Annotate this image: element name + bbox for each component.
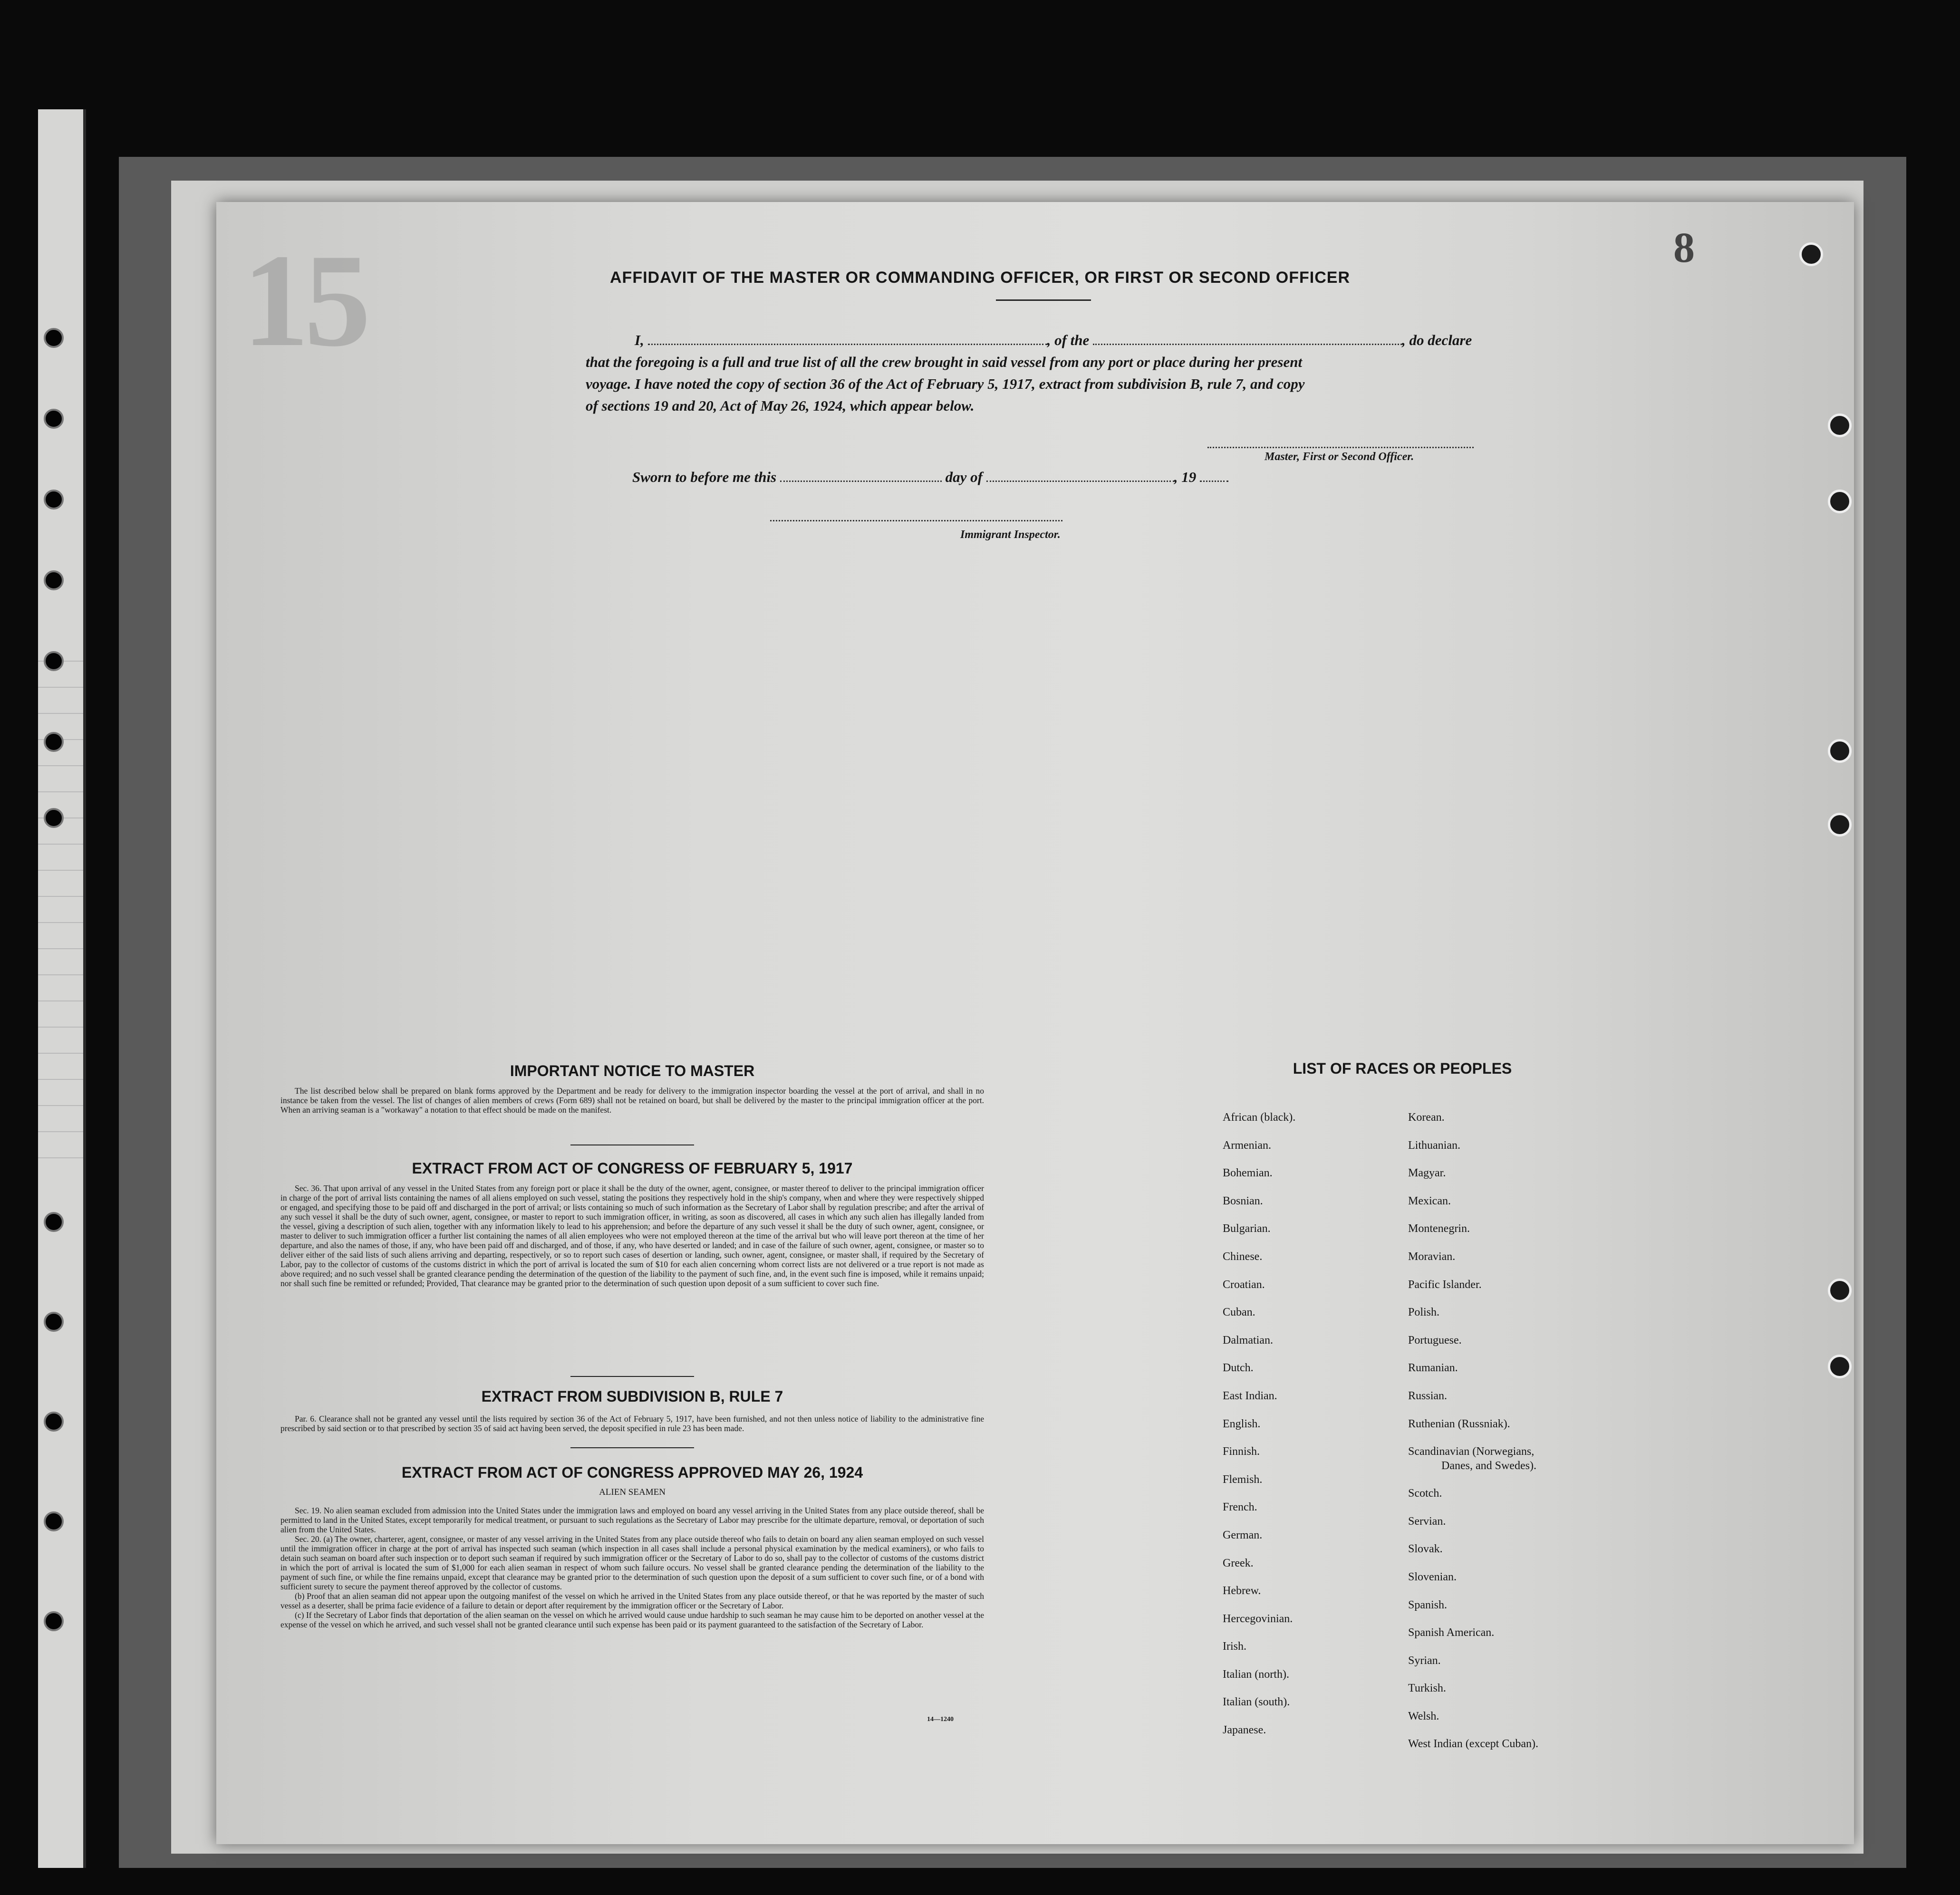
sheet-number-mark: 15 <box>242 226 366 374</box>
binder-ring <box>44 490 64 510</box>
extract-1917-rule <box>570 1376 694 1377</box>
race-item: Italian (south). <box>1223 1696 1290 1709</box>
binder-ring <box>44 1312 64 1332</box>
sec-20a-paragraph: Sec. 20. (a) The owner, charterer, agent, consignee, or master of any vessel arriving in the United States from any place outside thereof who fails to detain on board any alien seaman employed on such vessel until the immigration officer in charge at the port of arrival has inspected such seaman (which inspection in all cases shall include a personal physical examination by the medical examiners), or who fails to detain such seaman on board after such inspection or to deport such seaman if required by such immigration officer or the Secretary of Labor to do so, shall pay to the collector of customs of the customs district in which the port of arrival is located the sum of $1,000 for each alien seaman in respect of whom such failure occurs. No vessel shall be granted clearance pending the determination of the liability to the payment of such fine, or while the fine remains unpaid, except that clearance may be granted prior to the determination of such question upon the deposit of a sum sufficient to cover such fine, or of a bond with sufficient surety to secure the payment thereof approved by the collector of customs. <box>280 1534 984 1591</box>
binder-ring <box>44 1412 64 1432</box>
race-item: English. <box>1223 1417 1261 1430</box>
sworn-year-blank <box>1200 470 1228 482</box>
binder-ring <box>44 732 64 752</box>
affidavit-line-1 <box>635 332 1472 349</box>
race-item: Magyar. <box>1408 1167 1446 1180</box>
extract-1917-paragraph: Sec. 36. That upon arrival of any vessel in the United States from any foreign port or place it shall be the duty of the owner, agent, consignee, or master thereof to deliver to the principal immigration officer in charge of the port of arrival lists containing the names of all aliens employed on such vessel, stating the positions they respectively hold in the ship's company, when and where they were respectively shipped or engaged, and specifying those to be paid off and discharged in the port of arrival; or lists containing so much of such information as the Secretary of Labor shall by regulation prescribe; and after the arrival of any such vessel it shall be the duty of such owner, agent, consignee, or master to report to such immigration officer, in writing, as soon as discovered, all cases in which any such alien has illegally landed from the vessel, giving a description of such alien, together with any information likely to lead to his apprehension; and before the departure of any such vessel it shall be the duty of such owner, agent, consignee, or master to deliver to such immigration officer a further list containing the names of all alien employees who were not employed thereon at the time of the arrival but who will leave port thereon at the time of her departure, and also the names of those, if any, who have been paid off and discharged, and of those, if any, who have deserted or landed; and in case of the failure of such owner, agent, consignee, or master so to deliver either of the said lists of such aliens arriving and departing, respectively, or so to report such cases of desertion or landing, such owner, agent, consignee, or master shall, if required by the Secretary of Labor, pay to the collector of customs of the customs district in which the port of arrival is located the sum of $10 for each alien concerning whom correct lists are not delivered or a true report is not made as above required; and no such vessel shall be granted clearance pending the determination of the question of the liability to the payment of such fine, and, in the event such fine is imposed, while it remains unpaid; nor shall such fine be remitted or refunded; Provided, That clearance may be granted prior to the determination of such question upon deposit of a sum sufficient to cover such fine. <box>280 1183 984 1288</box>
race-item: French. <box>1223 1501 1257 1514</box>
race-item: Chinese. <box>1223 1250 1263 1263</box>
race-item: East Indian. <box>1223 1389 1277 1402</box>
race-item: Turkish. <box>1408 1682 1446 1695</box>
race-item: Dutch. <box>1223 1362 1254 1375</box>
race-item: Spanish American. <box>1408 1626 1495 1639</box>
binder-ring <box>44 409 64 429</box>
race-item: Hercegovinian. <box>1223 1612 1293 1625</box>
race-item: Bohemian. <box>1223 1167 1273 1180</box>
year-label: , 19 <box>1174 469 1197 485</box>
do-declare-label: , do declare <box>1402 332 1472 348</box>
punch-hole <box>1828 1355 1852 1378</box>
binder-ring <box>44 1611 64 1631</box>
race-item: Ruthenian (Russniak). <box>1408 1417 1510 1430</box>
affidavit-title: AFFIDAVIT OF THE MASTER OR COMMANDING OFFICER, OR FIRST OR SECOND OFFICER <box>610 269 1350 287</box>
binder-ring <box>44 651 64 671</box>
punch-hole <box>1828 813 1852 837</box>
sec-20b-paragraph: (b) Proof that an alien seaman did not appear upon the outgoing manifest of the vessel on which he arrived in the United States from any place outside thereof, or that he was reported by the master of such vessel as a deserter, shall be prima facie evidence of a failure to detain or deport after requirement by the immigration officer or the Secretary of Labor. <box>280 1591 984 1610</box>
master-signature-blank <box>1207 436 1474 448</box>
alien-seamen-subtitle: ALIEN SEAMEN <box>599 1487 666 1497</box>
day-of-label: day of <box>945 469 983 485</box>
races-title: LIST OF RACES OR PEOPLES <box>1293 1060 1512 1077</box>
form-number: 14—1240 <box>927 1716 954 1723</box>
race-item: Korean. <box>1408 1111 1445 1124</box>
binder-ring <box>44 570 64 590</box>
rule7-body <box>280 1414 984 1433</box>
binder-strip <box>38 109 86 1868</box>
punch-hole <box>1799 242 1823 266</box>
race-item: West Indian (except Cuban). <box>1408 1738 1538 1751</box>
notice-paragraph: The list described below shall be prepared on blank forms approved by the Department and be ready for delivery to the immigration inspector boarding the vessel at the port of arrival, and shall in no instance be taken from the vessel. The list of changes of alien members of crews (Form 689) shall not be retained on board, but shall be delivered by the master to the principal immigration officer at the port. When an arriving seaman is a "workaway" a notation to that effect should be made on the manifest. <box>280 1086 984 1115</box>
races-column-2 <box>1408 1104 1538 1758</box>
race-item: Servian. <box>1408 1515 1446 1528</box>
race-item: Irish. <box>1223 1640 1246 1653</box>
affidavit-line-2: that the foregoing is a full and true list of all the crew brought in said vessel from any port or place during her present <box>586 354 1303 370</box>
vessel-blank <box>1093 333 1402 345</box>
race-item: Slovenian. <box>1408 1570 1457 1583</box>
binder-ring <box>44 808 64 828</box>
race-item: Slovak. <box>1408 1543 1443 1556</box>
race-item: German. <box>1223 1529 1263 1541</box>
rule7-rule <box>570 1447 694 1448</box>
race-item: Scotch. <box>1408 1487 1442 1500</box>
race-item: Dalmatian. <box>1223 1334 1273 1347</box>
sworn-line <box>632 469 1228 486</box>
corner-mark: 8 <box>1673 224 1695 271</box>
race-item: Armenian. <box>1223 1139 1271 1152</box>
punch-hole <box>1828 490 1852 513</box>
race-item: Cuban. <box>1223 1306 1255 1319</box>
sec-19-paragraph: Sec. 19. No alien seaman excluded from admission into the United States under the immigration laws and employed on board any vessel arriving in the United States from any place outside thereof, shall be permitted to land in the United States, except temporarily for medical treatment, or pursuant to such regulations as the Secretary of Labor may prescribe for the ultimate departure, removal, or deportation of such alien from the United States. <box>280 1506 984 1534</box>
race-item: Greek. <box>1223 1557 1254 1569</box>
race-item: Finnish. <box>1223 1445 1260 1458</box>
punch-hole <box>1828 414 1852 437</box>
race-item: Japanese. <box>1223 1724 1266 1737</box>
extract-1924-body <box>280 1506 984 1629</box>
inspector-signature-blank <box>770 510 1062 521</box>
punch-hole <box>1828 1279 1852 1302</box>
of-the-label: , of the <box>1047 332 1090 348</box>
race-item: Portuguese. <box>1408 1334 1462 1347</box>
extract-1917-body <box>280 1183 984 1288</box>
master-label: Master, First or Second Officer. <box>1265 451 1414 463</box>
race-item: Russian. <box>1408 1389 1448 1402</box>
rule7-title: EXTRACT FROM SUBDIVISION B, RULE 7 <box>481 1388 783 1405</box>
name-blank <box>648 333 1047 345</box>
sworn-day-blank <box>780 470 942 482</box>
race-item: Danes, and Swedes). <box>1441 1460 1536 1472</box>
race-item: Scandinavian (Norwegians, <box>1408 1445 1535 1458</box>
race-item: Polish. <box>1408 1306 1440 1319</box>
sworn-label: Sworn to before me this <box>632 469 777 485</box>
sworn-month-blank <box>986 470 1174 482</box>
race-item: Spanish. <box>1408 1598 1448 1611</box>
race-item: Lithuanian. <box>1408 1139 1460 1152</box>
race-item: Rumanian. <box>1408 1362 1458 1375</box>
race-item: Mexican. <box>1408 1194 1451 1207</box>
inspector-label: Immigrant Inspector. <box>960 529 1061 541</box>
binder-ring <box>44 1511 64 1531</box>
binder-ring <box>44 1212 64 1232</box>
title-rule <box>996 299 1091 301</box>
race-item: African (black). <box>1223 1111 1296 1124</box>
notice-body <box>280 1086 984 1115</box>
race-item: Syrian. <box>1408 1654 1441 1667</box>
extract-1917-title: EXTRACT FROM ACT OF CONGRESS OF FEBRUARY 5, 1917 <box>412 1160 853 1177</box>
binder-ring <box>44 328 64 348</box>
race-item: Croatian. <box>1223 1278 1265 1291</box>
race-item: Welsh. <box>1408 1710 1439 1722</box>
sec-20c-paragraph: (c) If the Secretary of Labor finds that deportation of the alien seaman on the vessel on which he arrived would cause undue hardship to such seaman he may cause him to be deported on another vessel at the expense of the vessel on which he arrived, and such vessel shall not be granted clearance until such expense has been paid or its payment guaranteed to the satisfaction of the Secretary of Labor. <box>280 1610 984 1629</box>
races-column-1 <box>1223 1104 1295 1744</box>
race-item: Bulgarian. <box>1223 1222 1271 1235</box>
race-item: Pacific Islander. <box>1408 1278 1482 1291</box>
race-item: Moravian. <box>1408 1250 1456 1263</box>
race-item: Bosnian. <box>1223 1194 1263 1207</box>
i-label: I, <box>635 332 644 348</box>
extract-1924-title: EXTRACT FROM ACT OF CONGRESS APPROVED MAY 26, 1924 <box>401 1464 863 1481</box>
affidavit-line-4: of sections 19 and 20, Act of May 26, 1924, which appear below. <box>586 397 975 414</box>
race-item: Montenegrin. <box>1408 1222 1470 1235</box>
race-item: Italian (north). <box>1223 1668 1289 1681</box>
affidavit-line-3: voyage. I have noted the copy of section 36 of the Act of February 5, 1917, extract from subdivision B, rule 7, and copy <box>586 375 1305 392</box>
rule7-paragraph: Par. 6. Clearance shall not be granted any vessel until the lists required by section 36 of the Act of February 5, 1917, have been furnished, and not then unless notice of liability to the administrative fine prescribed by said section or to that prescribed by section 35 of said act having been served, the deposit specified in rule 23 has been made. <box>280 1414 984 1433</box>
race-item: Flemish. <box>1223 1473 1263 1486</box>
punch-hole <box>1828 739 1852 763</box>
race-item: Hebrew. <box>1223 1585 1261 1597</box>
notice-title: IMPORTANT NOTICE TO MASTER <box>510 1062 755 1079</box>
